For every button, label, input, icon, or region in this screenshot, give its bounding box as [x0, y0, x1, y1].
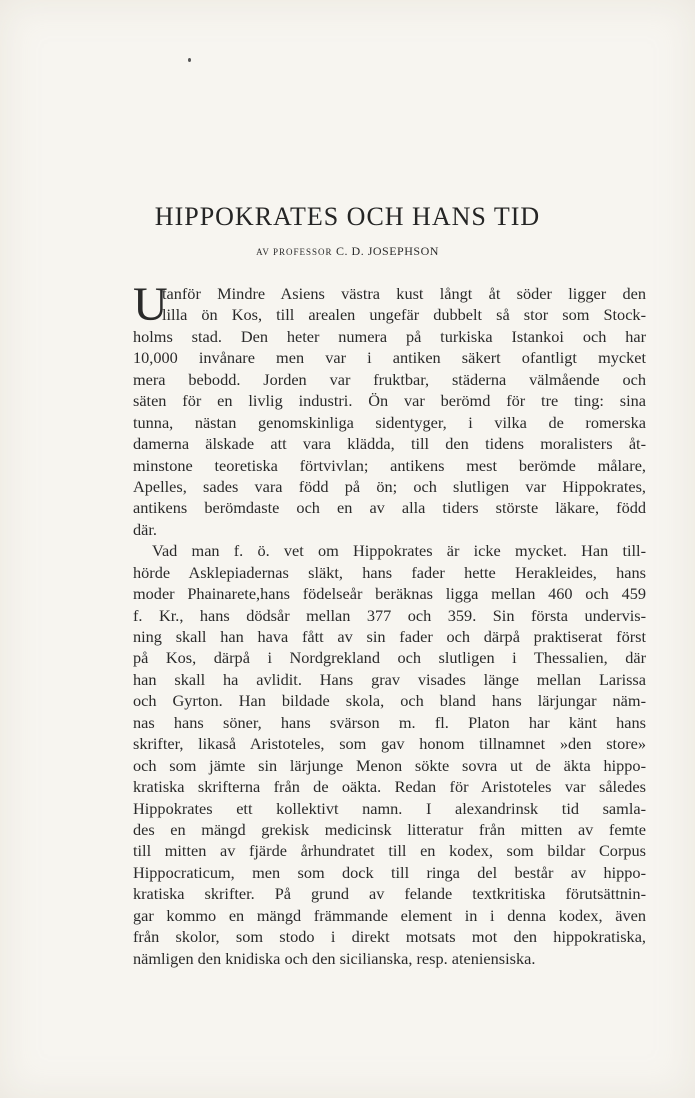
byline-author: C. D. JOSEPHSON	[336, 244, 439, 258]
text-line: f. Kr., hans dödsår mellan 377 och 359. Sin första undervis-	[133, 605, 646, 625]
paragraph-2	[133, 540, 646, 969]
text-line: nämligen den knidiska och den sicilianska, resp. ateniensiska.	[133, 948, 536, 968]
text-line: moder Phainarete,hans födelseår beräknas ligga mellan 460 och 459	[133, 584, 646, 604]
text-line: kratiska skrifterna från de oäkta. Redan för Aristoteles var således	[133, 777, 646, 797]
text-line: Vad man f. ö. vet om Hippokrates är icke mycket. Han till-	[152, 541, 646, 561]
text-line: till mitten av fjärde århundratet till en kodex, som bildar Corpus	[133, 841, 646, 861]
text-line: antikens berömdaste och en av alla tiders störste läkare, född	[133, 498, 646, 518]
text-line: skrifter, likaså Aristoteles, som gav honom tillnamnet »den store»	[133, 734, 646, 754]
paragraph-1	[133, 278, 646, 540]
article-byline	[0, 244, 695, 259]
ink-speck	[188, 58, 191, 62]
text-line: kratiska skrifter. På grund av felande textkritiska förutsättnin-	[133, 884, 646, 904]
text-line: och som jämte sin lärjunge Menon sökte sovra ut de äkta hippo-	[133, 755, 646, 775]
text-line: nas hans söner, hans svärson m. fl. Platon har känt hans	[133, 712, 646, 732]
text-line: 10,000 invånare men var i antiken säkert ofantligt mycket	[133, 348, 646, 368]
text-line: Hippocraticum, men som dock till ringa del består av hippo-	[133, 862, 646, 882]
text-line: och Gyrton. Han bildade skola, och bland hans lärjungar näm-	[133, 691, 646, 711]
byline-prefix: AV PROFESSOR	[256, 247, 333, 257]
text-line: gar kommo en mängd främmande element in i denna kodex, även	[133, 905, 646, 925]
text-line: minstone teoretiska förtvivlan; antikens mest berömde målare,	[133, 455, 646, 475]
text-line: lilla ön Kos, till arealen ungefär dubbelt så stor som Stock-	[162, 305, 646, 325]
drop-cap: U	[133, 278, 168, 331]
text-line: från skolor, som stodo i direkt motsats mot den hippokratiska,	[133, 927, 646, 947]
text-line: des en mängd grekisk medicinsk litteratur från mitten av femte	[133, 819, 646, 839]
text-line: holms stad. Den heter numera på turkiska Istankoi och har	[133, 326, 646, 346]
text-line: där.	[133, 519, 157, 539]
text-line: ning skall han hava fått av sin fader och därpå praktiserat först	[133, 627, 646, 646]
text-line: tunna, nästan genomskinliga sidentyger, i vilka de romerska	[133, 412, 646, 432]
article-body	[133, 278, 646, 969]
text-line: mera bebodd. Jorden var fruktbar, städerna välmående och	[133, 369, 646, 389]
text-line: Apelles, sades vara född på ön; och slutligen var Hippokrates,	[133, 476, 646, 496]
text-line: säten för en livlig industri. Ön var berömd för tre ting: sina	[133, 391, 646, 411]
text-line: Hippokrates ett kollektivt namn. I alexandrinsk tid samla-	[133, 798, 646, 818]
article-title: HIPPOKRATES OCH HANS TID	[154, 202, 541, 231]
text-line: tanför Mindre Asiens västra kust långt åt söder ligger den	[162, 284, 646, 303]
text-line: på Kos, därpå i Nordgrekland och slutligen i Thessalien, där	[133, 648, 646, 668]
text-line: damerna älskade att vara klädda, till den tidens moralisters åt-	[133, 434, 646, 454]
text-line: han skall ha avlidit. Hans grav visades länge mellan Larissa	[133, 669, 646, 689]
text-line: hörde Asklepiadernas släkt, hans fader hette Herakleides, hans	[133, 562, 646, 582]
